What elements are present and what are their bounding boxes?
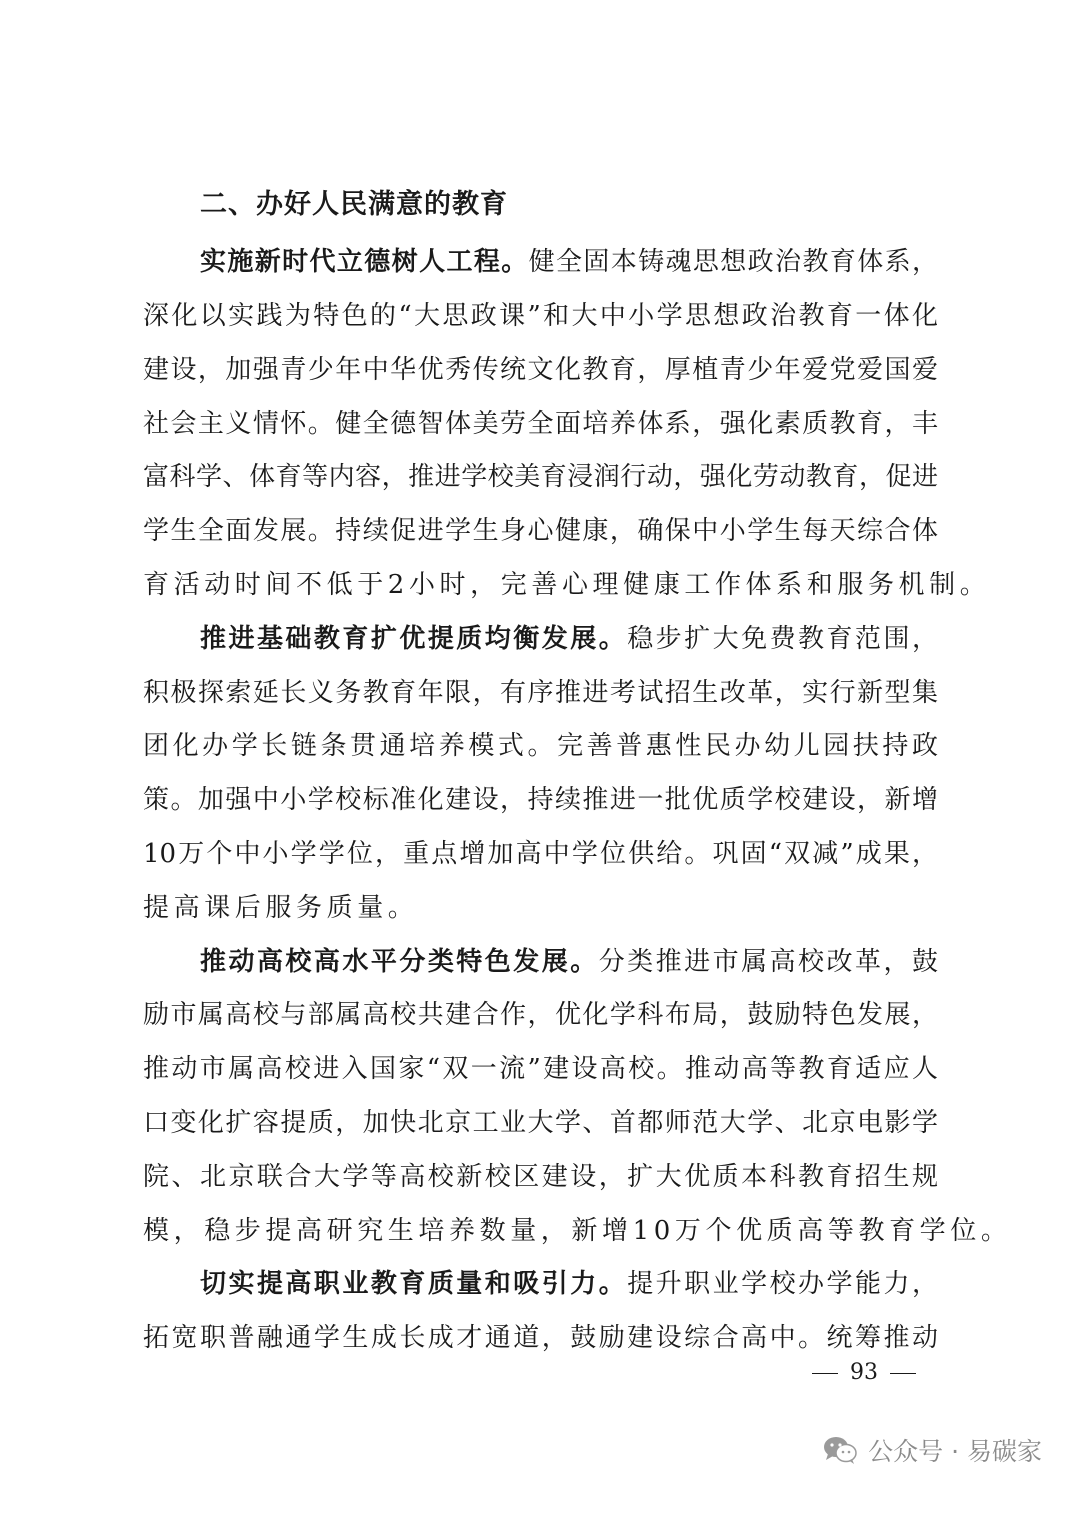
- paragraph-line: [200, 245, 938, 279]
- paragraph-line: 团化办学长链条贯通培养模式。完善普惠性民办幼儿园扶持政: [143, 731, 938, 761]
- paragraph-line: 推动市属高校进入国家“双一流”建设高校。推动高等教育适应人: [143, 1054, 938, 1084]
- page-number: [800, 1360, 915, 1385]
- paragraph-lead: 切实提高职业教育质量和吸引力。: [200, 1269, 628, 1299]
- paragraph-lead: 实施新时代立德树人工程。: [200, 247, 529, 277]
- dash-left: [812, 1373, 838, 1374]
- paragraph-line: 育活动时间不低于2小时，完善心理健康工作体系和服务机制。: [143, 570, 991, 600]
- paragraph-line: [200, 945, 938, 979]
- paragraph-line: 10万个中小学学位，重点增加高中学位供给。巩固“双减”成果，: [143, 839, 938, 869]
- watermark-text: 公众号 · 易碳家: [868, 1437, 1042, 1466]
- paragraph-line: [200, 1267, 938, 1301]
- paragraph-text: 分类推进市属高校改革，鼓: [598, 947, 938, 977]
- paragraph-line: 模，稳步提高研究生培养数量，新增10万个优质高等教育学位。: [143, 1216, 1012, 1246]
- wechat-icon: [822, 1435, 858, 1465]
- page-number-value: 93: [850, 1360, 878, 1385]
- paragraph-lead: 推进基础教育扩优提质均衡发展。: [200, 624, 628, 654]
- paragraph-lead: 推动高校高水平分类特色发展。: [200, 947, 599, 977]
- paragraph-line: 拓宽职普融通学生成长成才通道，鼓励建设综合高中。统筹推动: [143, 1323, 938, 1353]
- dash-right: [890, 1373, 916, 1374]
- paragraph-line: 建设，加强青少年中华优秀传统文化教育，厚植青少年爱党爱国爱: [143, 355, 938, 385]
- paragraph-line: 励市属高校与部属高校共建合作，优化学科布局，鼓励特色发展，: [143, 1000, 938, 1030]
- paragraph-text: 健全固本铸魂思想政治教育体系，: [528, 247, 938, 277]
- paragraph-line: 口变化扩容提质，加快北京工业大学、首都师范大学、北京电影学: [143, 1108, 938, 1138]
- paragraph-line: 策。加强中小学校标准化建设，持续推进一批优质学校建设，新增: [143, 785, 938, 815]
- paragraph-line: 积极探索延长义务教育年限，有序推进考试招生改革，实行新型集: [143, 678, 938, 708]
- paragraph-line: 富科学、体育等内容，推进学校美育浸润行动，强化劳动教育，促进: [143, 462, 938, 492]
- paragraph-text: 提升职业学校办学能力，: [627, 1269, 938, 1299]
- section-heading: 二、办好人民满意的教育: [200, 189, 508, 220]
- paragraph-line: 提高课后服务质量。: [143, 893, 419, 923]
- paragraph-line: 深化以实践为特色的“大思政课”和大中小学思想政治教育一体化: [143, 301, 938, 331]
- paragraph-line: 学生全面发展。持续促进学生身心健康，确保中小学生每天综合体: [143, 516, 938, 546]
- paragraph-text: 稳步扩大免费教育范围，: [627, 624, 938, 654]
- paragraph-line: 社会主义情怀。健全德智体美劳全面培养体系，强化素质教育，丰: [143, 409, 938, 439]
- watermark: [822, 1432, 1042, 1468]
- paragraph-line: [200, 622, 938, 656]
- paragraph-line: 院、北京联合大学等高校新校区建设，扩大优质本科教育招生规: [143, 1162, 938, 1192]
